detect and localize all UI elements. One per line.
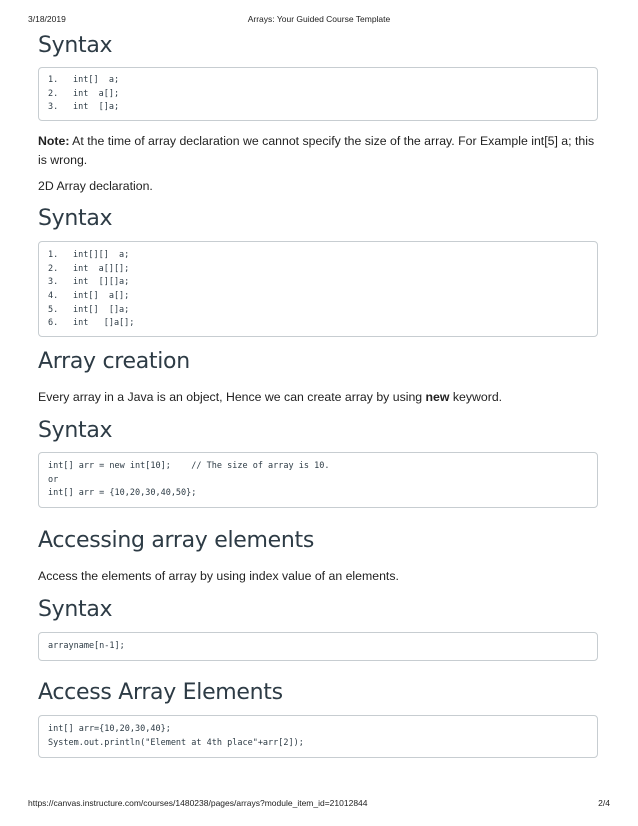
page-number: 2/4 (598, 798, 610, 808)
code-line: 3. int [][]a; (48, 277, 130, 288)
accessing-elements-heading: Accessing array elements (38, 528, 314, 553)
decl-2d-paragraph: 2D Array declaration. (38, 179, 153, 193)
code-line: 2. int a[][]; (48, 263, 130, 274)
note-paragraph (38, 132, 603, 170)
code-line: int[] arr = new int[10]; // The size of array is 10. (48, 461, 330, 471)
access-array-elements-heading: Access Array Elements (38, 680, 283, 705)
page-url: https://canvas.instructure.com/courses/1480238/pages/arrays?module_item_id=21012844 (28, 798, 368, 808)
code-block-array-creation (38, 452, 598, 508)
code-block-access-example (38, 715, 598, 758)
array-creation-heading: Array creation (38, 349, 190, 374)
code-line: 1. int[][] a; (48, 250, 130, 260)
code-line: System.out.println("Element at 4th place"+arr[2]); (48, 737, 304, 748)
syntax-heading-1: Syntax (38, 33, 113, 58)
new-keyword: new (425, 390, 450, 404)
code-line: 4. int[] a[]; (48, 291, 130, 302)
code-line: 1. int[] a; (48, 75, 120, 85)
note-label: Note: (38, 134, 70, 148)
syntax-heading-3: Syntax (38, 418, 113, 443)
code-line: or (48, 474, 59, 485)
code-line: int[] arr = {10,20,30,40,50}; (48, 488, 197, 499)
array-creation-paragraph: Every array in a Java is an object, Hence we can create array by using new keyword. (38, 390, 503, 404)
syntax-heading-4: Syntax (38, 597, 113, 622)
code-line: int[] arr={10,20,30,40}; (48, 724, 171, 734)
syntax-heading-2: Syntax (38, 206, 113, 231)
accessing-paragraph: Access the elements of array by using index value of an elements. (38, 569, 399, 583)
code-line: 5. int[] []a; (48, 304, 130, 315)
code-block-index-access (38, 632, 598, 661)
note-text: At the time of array declaration we cannot specify the size of the array. For Example int[5] a; this is wrong. (38, 134, 595, 167)
print-date: 3/18/2019 (28, 14, 66, 24)
code-block-1d-declaration (38, 67, 598, 121)
code-block-2d-declaration (38, 241, 598, 337)
code-line: 3. int []a; (48, 102, 120, 113)
print-page-title: Arrays: Your Guided Course Template (247, 14, 391, 24)
code-line: 2. int a[]; (48, 88, 120, 99)
code-line: 6. int []a[]; (48, 318, 135, 329)
code-line: arrayname[n-1]; (48, 641, 125, 651)
